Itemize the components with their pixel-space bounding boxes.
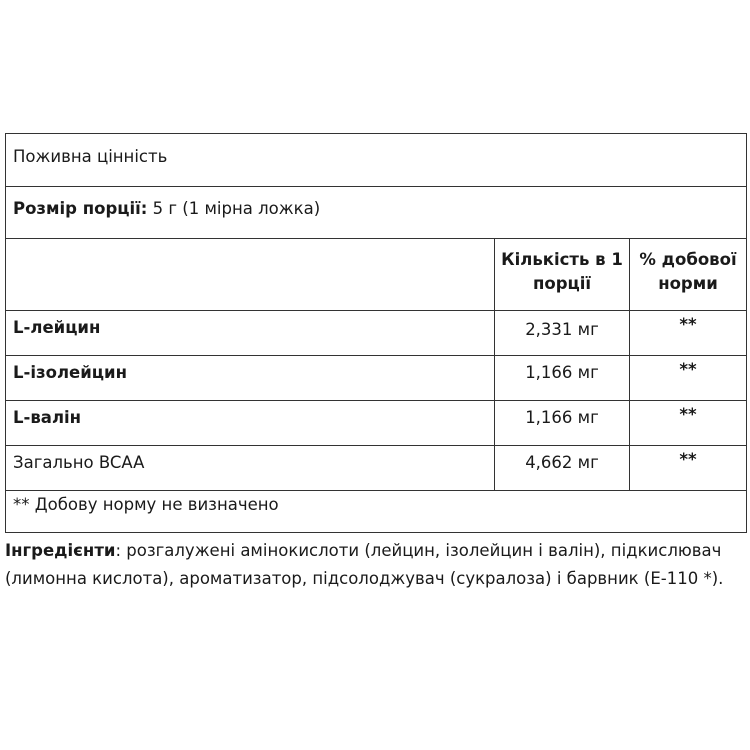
amount-header-cell: [494, 239, 629, 310]
dv-header-line1: % добової: [639, 250, 737, 269]
ingredients-paragraph: [5, 537, 745, 593]
nutrient-dv: **: [679, 405, 697, 424]
dv-cell: [629, 446, 746, 490]
nutrient-name: Загально BCAA: [13, 453, 145, 472]
nutrient-dv: **: [679, 360, 697, 379]
serving-size-value: 5 г (1 мірна ложка): [147, 199, 321, 218]
panel-title: Поживна цінність: [13, 147, 168, 166]
panel-title-row: [6, 134, 746, 187]
column-header-row: [6, 239, 746, 311]
ingredients-label: Інгредієнти: [5, 541, 116, 560]
dv-header-cell: [629, 239, 746, 310]
amount-header-line2: порції: [532, 274, 592, 293]
amount-cell: [494, 401, 629, 445]
amount-header: [495, 248, 629, 296]
nutrient-dv: **: [679, 450, 697, 469]
nutrient-dv: **: [679, 315, 697, 334]
footnote-row: [6, 491, 746, 533]
nutrient-name: L-лейцин: [13, 318, 101, 337]
dv-cell: [629, 311, 746, 355]
serving-size: [13, 197, 320, 221]
dv-header-line2: норми: [658, 274, 718, 293]
amount-cell: [494, 446, 629, 490]
dv-cell: [629, 356, 746, 400]
dv-header: [630, 248, 746, 296]
nutrient-name: L-валін: [13, 408, 82, 427]
amount-cell: [494, 356, 629, 400]
serving-size-label: Розмір порції:: [13, 199, 148, 218]
serving-size-row: [6, 187, 746, 239]
amount-header-line1: Кількість в 1: [501, 250, 623, 269]
table-row: [6, 401, 746, 446]
nutrition-facts-panel: [5, 133, 747, 533]
ingredients-text: : розгалужені амінокислоти (лейцин, ізолейцин і валін), підкислювач (лимонна кислота), ароматизатор, підсолоджувач (сукралоза) і барвник (Е-110 *).: [5, 541, 724, 588]
nutrient-amount: 4,662 мг: [525, 453, 599, 472]
table-row: [6, 356, 746, 401]
nutrient-amount: 1,166 мг: [525, 363, 599, 382]
amount-cell: [494, 311, 629, 355]
nutrient-amount: 1,166 мг: [525, 408, 599, 427]
footnote: ** Добову норму не визначено: [13, 495, 279, 514]
table-row: [6, 311, 746, 356]
dv-cell: [629, 401, 746, 445]
nutrient-amount: 2,331 мг: [525, 320, 599, 339]
table-row: [6, 446, 746, 491]
nutrient-name: L-ізолейцин: [13, 363, 127, 382]
